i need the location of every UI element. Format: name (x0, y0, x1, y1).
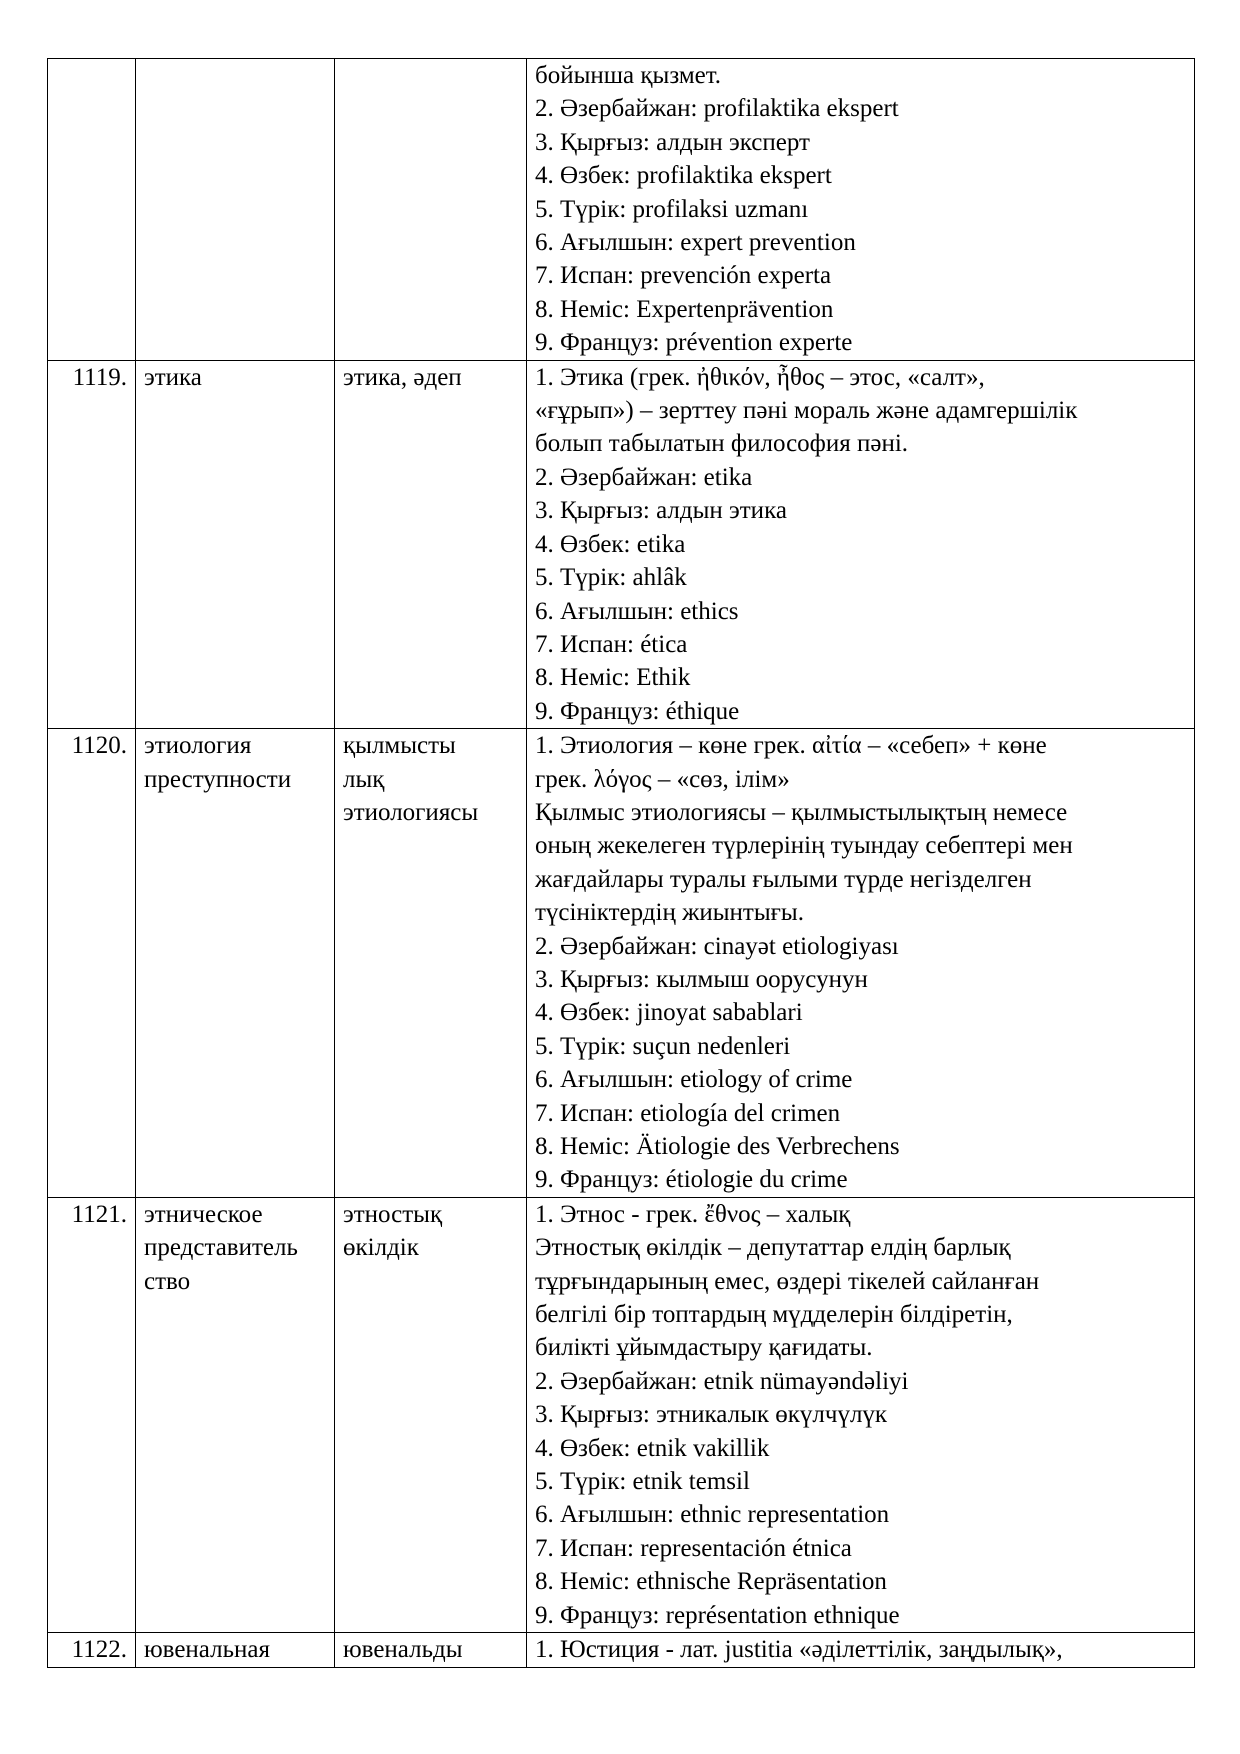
definition-line: жағдайлары туралы ғылыми түрде негізделген (535, 865, 1032, 893)
table-row (48, 1197, 1195, 1632)
table-row (48, 1633, 1195, 1667)
definition-line: 5. Түрік: ahlâk (535, 564, 687, 592)
russian-term-line: представитель (144, 1234, 298, 1262)
definition-line: 7. Испан: representación étnica (535, 1534, 852, 1562)
definition-line: 5. Түрік: suçun nedenleri (535, 1032, 791, 1060)
definition-line: 9. Француз: représentation ethnique (535, 1601, 900, 1629)
russian-term-line: ювенальная (144, 1636, 270, 1664)
kazakh-term-line: қылмысты (343, 732, 456, 760)
definition-line: болып табылатын философия пәні. (535, 430, 909, 458)
definition-line: 9. Француз: prévention experte (535, 329, 853, 357)
definition-line: «ғұрып») – зерттеу пәні мораль және адамгершілік (535, 397, 1078, 425)
kazakh-term (335, 1197, 527, 1632)
definition (527, 729, 1195, 1198)
definition-line: белгілі бір топтардың мүдделерін білдіретін, (535, 1301, 1013, 1329)
definition-line: грек. λόγος – «сөз, ілім» (535, 765, 790, 793)
definition-line: 9. Француз: éthique (535, 697, 740, 725)
kazakh-term (335, 729, 527, 1198)
definition-line: 4. Өзбек: jinoyat sabablari (535, 999, 803, 1027)
russian-term (136, 1197, 335, 1632)
kazakh-term (335, 360, 527, 728)
table-row (48, 729, 1195, 1198)
kazakh-term-line: ювенальды (343, 1636, 463, 1664)
kazakh-term (335, 1633, 527, 1667)
russian-term-line: этническое (144, 1200, 263, 1228)
definition-line: 3. Қырғыз: алдын эксперт (535, 128, 810, 156)
kazakh-term-line: лық (343, 765, 385, 793)
kazakh-term-line: этностық (343, 1200, 443, 1228)
kazakh-term-line: өкілдік (343, 1234, 419, 1262)
definition-line: түсініктердің жиынтығы. (535, 899, 804, 927)
definition (527, 360, 1195, 728)
definition-line: 4. Өзбек: profilaktika ekspert (535, 162, 832, 190)
dictionary-table (47, 58, 1195, 1668)
russian-term-line: этика (144, 363, 202, 391)
definition-line: Қылмыс этиологиясы – қылмыстылықтың немесе (535, 798, 1068, 826)
entry-number (48, 59, 136, 361)
definition (527, 59, 1195, 361)
definition-line: 6. Ағылшын: expert prevention (535, 229, 856, 257)
definition-line: 8. Неміс: Ethik (535, 664, 691, 692)
russian-term-line: этиология (144, 732, 252, 760)
definition-line: 3. Қырғыз: этникалык өкүлчүлүк (535, 1401, 888, 1429)
definition-line: 5. Түрік: etnik temsil (535, 1468, 750, 1496)
definition-line: 2. Әзербайжан: etika (535, 463, 753, 491)
definition-line: 6. Ағылшын: ethics (535, 597, 739, 625)
definition-line: 2. Әзербайжан: profilaktika ekspert (535, 95, 899, 123)
definition (527, 1633, 1195, 1667)
russian-term (136, 1633, 335, 1667)
definition-line: 4. Өзбек: etnik vakillik (535, 1434, 770, 1462)
definition-line: 8. Неміс: Expertenprävention (535, 295, 834, 323)
definition-line: 1. Этика (грек. ἠθικόν, ἦθος – этос, «салт», (535, 363, 985, 391)
table-row (48, 360, 1195, 728)
definition-line: 6. Ағылшын: etiology of crime (535, 1066, 853, 1094)
definition-line: Этностық өкілдік – депутаттар елдің барлық (535, 1234, 1011, 1262)
definition-line: 7. Испан: prevención experta (535, 262, 832, 290)
definition-line: 1. Юстиция - лат. justitia «әділеттілік, заңдылық», (535, 1636, 1063, 1664)
definition-line: 1. Этнос - грек. ἔθνος – халық (535, 1200, 851, 1228)
definition-line: тұрғындарының емес, өздері тікелей сайланған (535, 1267, 1040, 1295)
entry-number: 1121. (48, 1197, 136, 1632)
definition-line: 8. Неміс: Ätiologie des Verbrechens (535, 1133, 900, 1160)
entry-number: 1119. (48, 360, 136, 728)
definition-line: 3. Қырғыз: алдын этика (535, 497, 787, 525)
russian-term (136, 59, 335, 361)
definition-line: билікті ұйымдастыру қағидаты. (535, 1334, 873, 1362)
definition (527, 1197, 1195, 1632)
definition-line: 3. Қырғыз: кылмыш оорусунун (535, 965, 868, 993)
definition-line: оның жекелеген түрлерінің туындау себептері мен (535, 832, 1073, 860)
definition-line: 7. Испан: etiología del crimen (535, 1099, 841, 1127)
kazakh-term (335, 59, 527, 361)
definition-line: 2. Әзербайжан: etnik nümayəndəliyi (535, 1367, 909, 1395)
russian-term-line: преступности (144, 765, 292, 793)
dictionary-body (48, 59, 1195, 1668)
definition-line: бойынша қызмет. (535, 62, 722, 89)
entry-number: 1122. (48, 1633, 136, 1667)
table-row (48, 59, 1195, 361)
definition-line: 5. Түрік: profilaksi uzmanı (535, 195, 809, 223)
russian-term (136, 729, 335, 1198)
definition-line: 7. Испан: ética (535, 630, 688, 658)
entry-number: 1120. (48, 729, 136, 1198)
kazakh-term-line: этиологиясы (343, 798, 479, 826)
definition-line: 8. Неміс: ethnische Repräsentation (535, 1568, 887, 1596)
russian-term (136, 360, 335, 728)
definition-line: 4. Өзбек: etika (535, 530, 686, 558)
russian-term-line: ство (144, 1267, 191, 1295)
definition-line: 2. Әзербайжан: cinayət etiologiyası (535, 932, 899, 960)
definition-line: 1. Этиология – көне грек. αἰτία – «себеп» + көне (535, 732, 1047, 760)
kazakh-term-line: этика, әдеп (343, 363, 462, 391)
definition-line: 9. Француз: étiologie du crime (535, 1166, 848, 1194)
definition-line: 6. Ағылшын: ethnic representation (535, 1501, 890, 1529)
